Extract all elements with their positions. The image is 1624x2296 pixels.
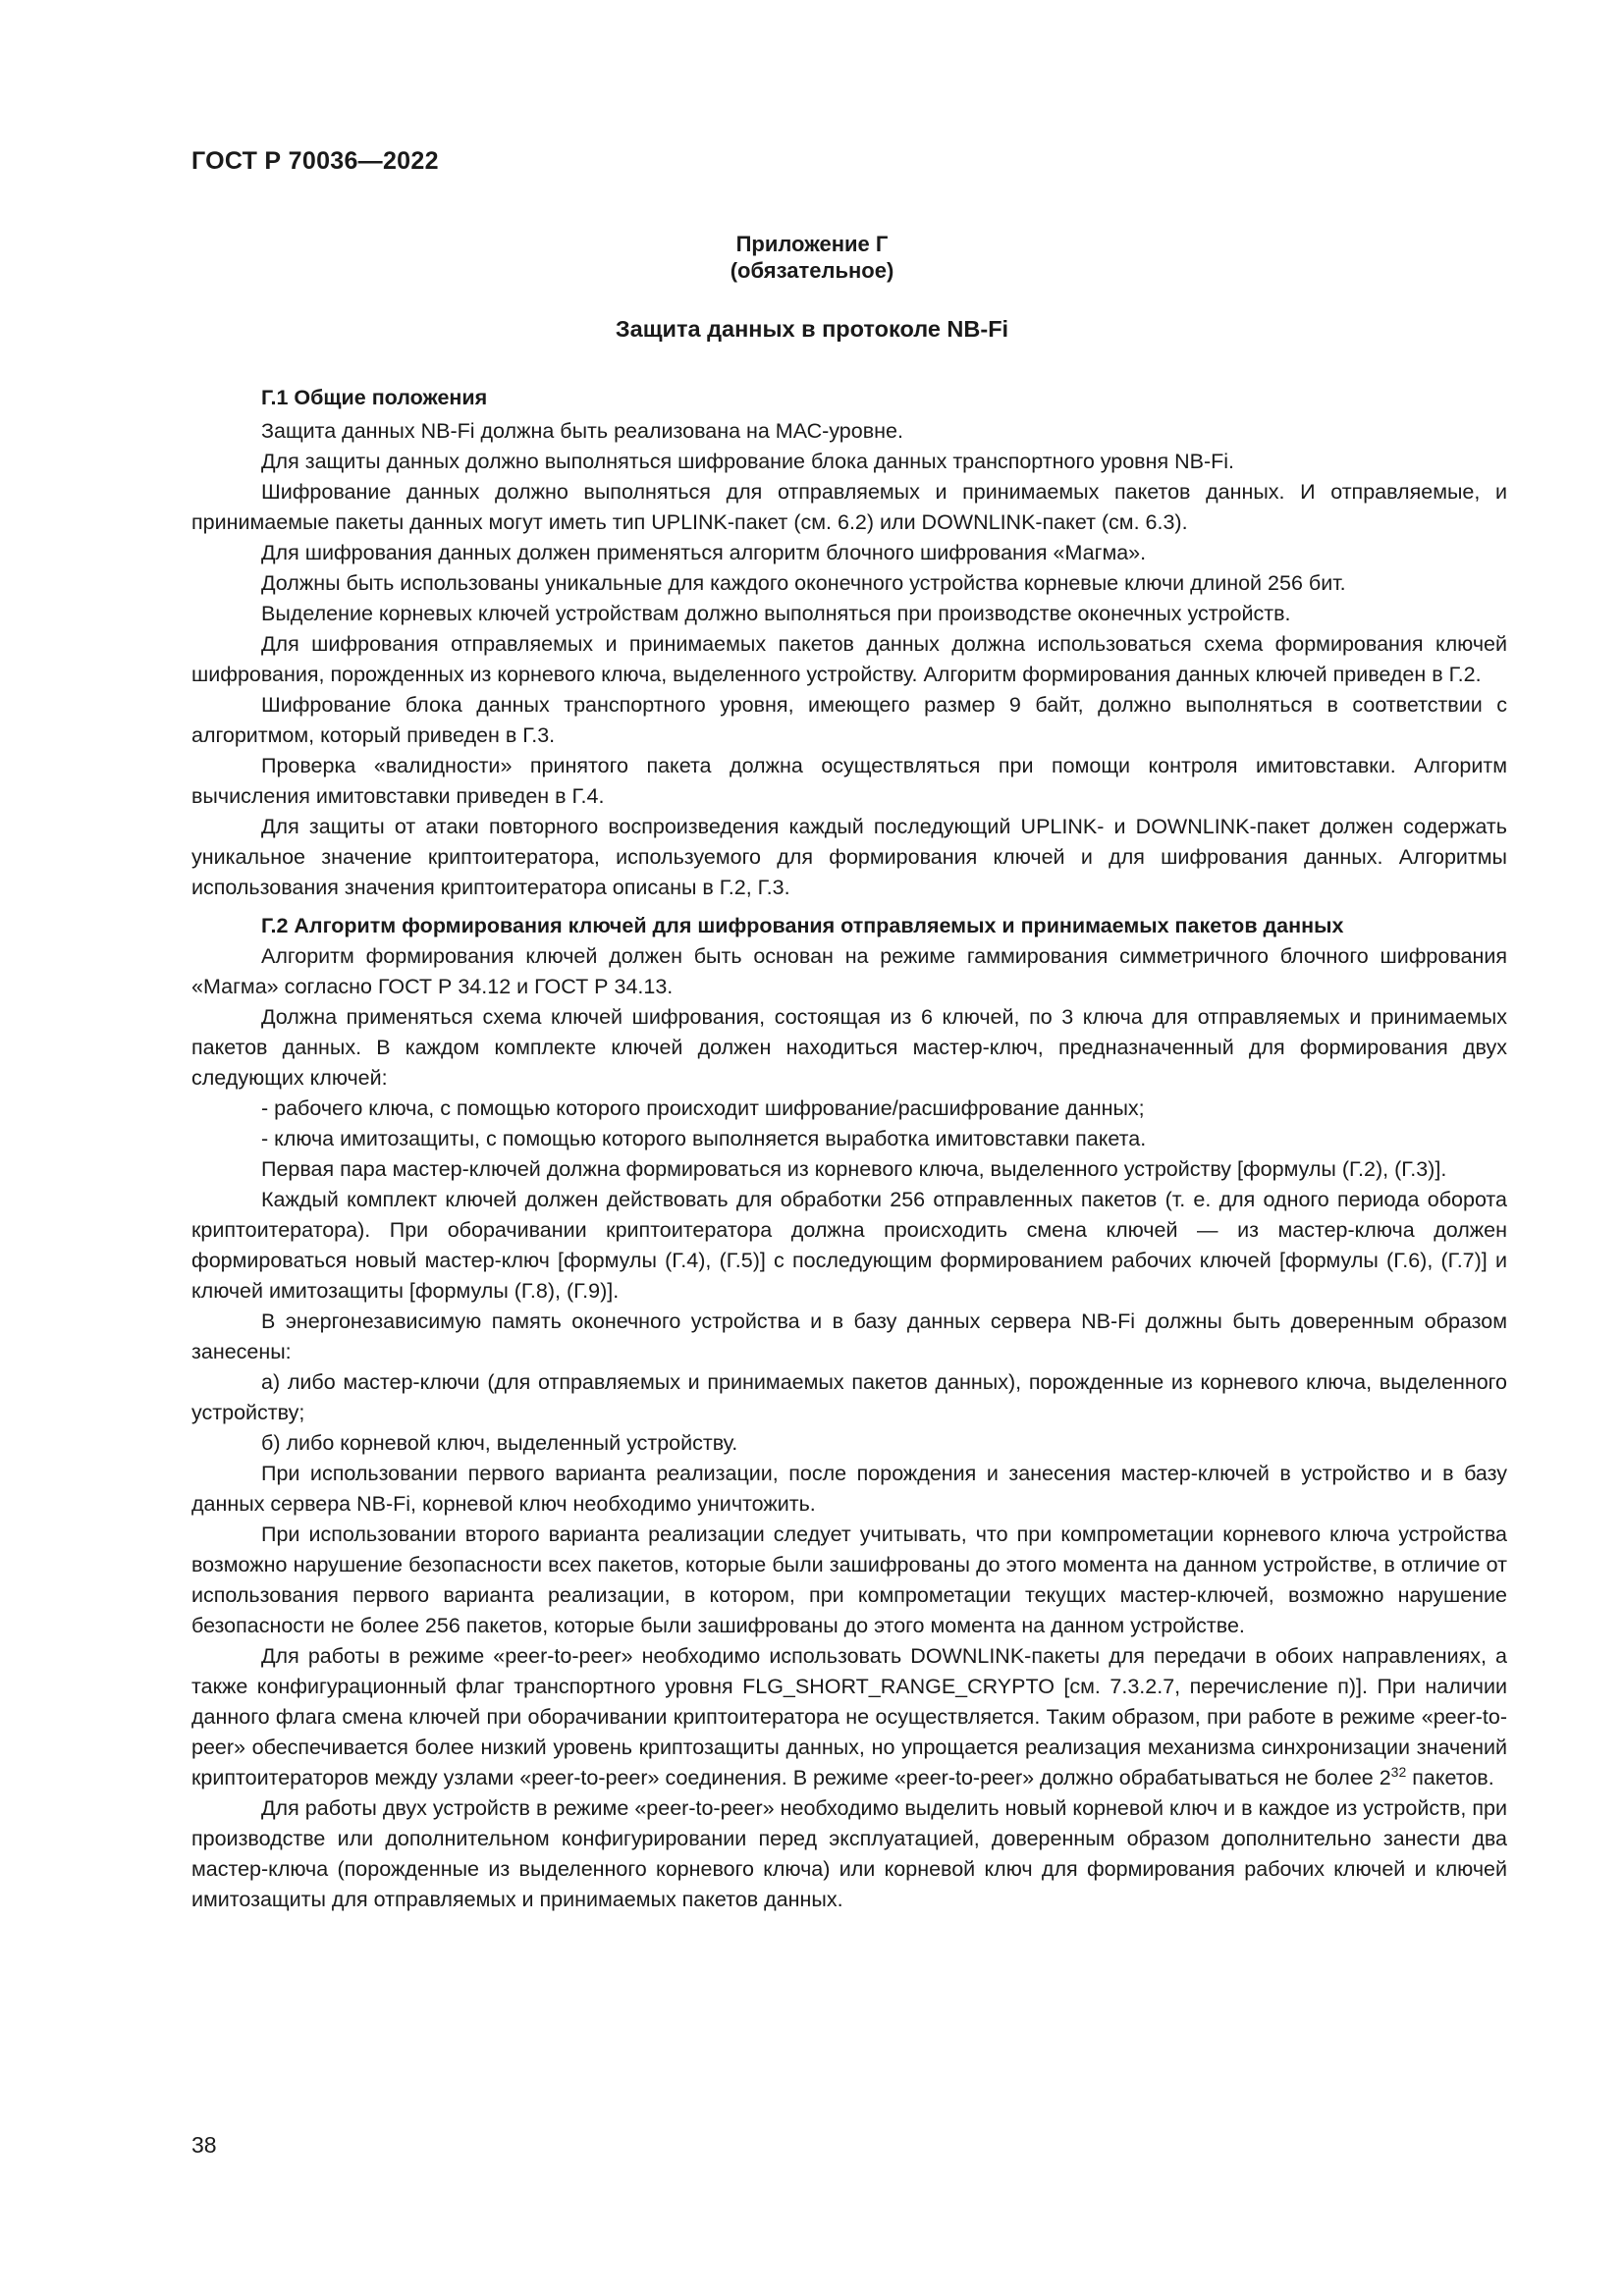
paragraph: В энергонезависимую память оконечного устройства и в базу данных сервера NB-Fi должны быть доверенным образом занесены: <box>191 1309 1507 1363</box>
list-item: - ключа имитозащиты, с помощью которого выполняется выработка имитовставки пакета. <box>261 1127 1147 1150</box>
paragraph: Шифрование данных должно выполняться для отправляемых и принимаемых пакетов данных. И отправляемые, и принимаемые пакеты данных могут иметь тип UPLINK-пакет (см. 6.2) или DOWNLINK-пакет (см. 6.3). <box>191 480 1507 534</box>
list-item: а) либо мастер-ключи (для отправляемых и принимаемых пакетов данных), порожденные из корневого ключа, выделенного устройству; <box>191 1370 1507 1424</box>
paragraph: Для работы двух устройств в режиме «peer-to-peer» необходимо выделить новый корневой ключ и в каждое из устройств, при производстве или дополнительном конфигурировании перед эксплуатацией, доверенным образом дополнительно занести два мастер-ключа (порожденные из выделенного корневого ключа) или корневой ключ для формирования рабочих ключей и ключей имитозащиты для отправляемых и принимаемых пакетов данных. <box>191 1796 1507 1911</box>
exponent: 32 <box>1390 1764 1407 1780</box>
paragraph: Должна применяться схема ключей шифрования, состоящая из 6 ключей, по 3 ключа для отправляемых и принимаемых пакетов данных. В каждом комплекте ключей должен находиться мастер-ключ, предназначенный для формирования двух следующих ключей: <box>191 1005 1507 1090</box>
paragraph: Алгоритм формирования ключей должен быть основан на режиме гаммирования симметричного блочного шифрования «Магма» согласно ГОСТ Р 34.12 и ГОСТ Р 34.13. <box>191 944 1507 998</box>
section-heading-g1: Г.1 Общие положения <box>261 386 488 409</box>
paragraph: Для защиты от атаки повторного воспроизведения каждый последующий UPLINK- и DOWNLINK-пакет должен содержать уникальное значение криптоитератора, используемого для формирования ключей и для шифрования данных. Алгоритмы использования значения криптоитератора описаны в Г.2, Г.3. <box>191 815 1507 899</box>
document-code: ГОСТ Р 70036—2022 <box>191 147 439 175</box>
paragraph-tail: пакетов. <box>1406 1766 1494 1789</box>
paragraph-text: Для работы в режиме «peer-to-peer» необходимо использовать DOWNLINK-пакеты для передачи в обоих направлениях, а также конфигурационный флаг транспортного уровня FLG_SHORT_RANGE_CRYPTO [см. 7.3.2.7, перечисление п)]. При наличии данного флага смена ключей при оборачивании криптоитератора не осуществляется. Таким образом, при работе в режиме «peer-to-peer» обеспечивается более низкий уровень криптозащиты данных, но упрощается реализация механизма синхронизации значений криптоитераторов между узлами «peer-to-peer» соединения. В режиме «peer-to-peer» должно обрабатываться не более 2 <box>191 1644 1507 1789</box>
paragraph-peer-to-peer <box>191 1641 1507 1793</box>
section-heading-g2: Г.2 Алгоритм формирования ключей для шифрования отправляемых и принимаемых пакетов данных <box>261 914 1344 937</box>
paragraph: При использовании второго варианта реализации следует учитывать, что при компрометации корневого ключа устройства возможно нарушение безопасности всех пакетов, которые были зашифрованы до этого момента на данном устройстве, в отличие от использования первого варианта реализации, в котором, при компрометации текущих мастер-ключей, возможно нарушение безопасности не более 256 пакетов, которые были зашифрованы до этого момента на данном устройстве. <box>191 1522 1507 1637</box>
list-item: - рабочего ключа, с помощью которого происходит шифрование/расшифрование данных; <box>261 1096 1145 1120</box>
paragraph: Для защиты данных должно выполняться шифрование блока данных транспортного уровня NB-Fi. <box>261 450 1235 473</box>
paragraph: Выделение корневых ключей устройствам должно выполняться при производстве оконечных устройств. <box>261 602 1291 625</box>
paragraph: Шифрование блока данных транспортного уровня, имеющего размер 9 байт, должно выполняться в соответствии с алгоритмом, который приведен в Г.3. <box>191 693 1507 747</box>
page-number: 38 <box>191 2132 217 2158</box>
paragraph: Для шифрования отправляемых и принимаемых пакетов данных должна использоваться схема формирования ключей шифрования, порожденных из корневого ключа, выделенного устройству. Алгоритм формирования данных ключей приведен в Г.2. <box>191 632 1507 686</box>
paragraph: Первая пара мастер-ключей должна формироваться из корневого ключа, выделенного устройству [формулы (Г.2), (Г.3)]. <box>261 1157 1447 1181</box>
paragraph: Должны быть использованы уникальные для каждого оконечного устройства корневые ключи длиной 256 бит. <box>261 571 1346 595</box>
paragraph: Проверка «валидности» принятого пакета должна осуществляться при помощи контроля имитовставки. Алгоритм вычисления имитовставки приведен в Г.4. <box>191 754 1507 808</box>
document-body <box>191 383 1507 1915</box>
annex-title: Приложение Г <box>735 232 889 256</box>
paragraph: Защита данных NB-Fi должна быть реализована на МАС-уровне. <box>261 419 903 443</box>
annex-heading: Защита данных в протоколе NB-Fi <box>615 316 1009 342</box>
annex-status: (обязательное) <box>730 258 894 283</box>
list-item: б) либо корневой ключ, выделенный устройству. <box>261 1431 738 1455</box>
paragraph: При использовании первого варианта реализации, после порождения и занесения мастер-ключей в устройство и в базу данных сервера NB-Fi, корневой ключ необходимо уничтожить. <box>191 1462 1507 1516</box>
paragraph: Для шифрования данных должен применяться алгоритм блочного шифрования «Магма». <box>261 541 1147 564</box>
paragraph: Каждый комплект ключей должен действовать для обработки 256 отправленных пакетов (т. е. для одного периода оборота криптоитератора). При оборачивании криптоитератора должна происходить смена ключей — из мастер-ключа должен формироваться новый мастер-ключ [формулы (Г.4), (Г.5)] с последующим формированием рабочих ключей [формулы (Г.6), (Г.7)] и ключей имитозащиты [формулы (Г.8), (Г.9)]. <box>191 1188 1507 1303</box>
